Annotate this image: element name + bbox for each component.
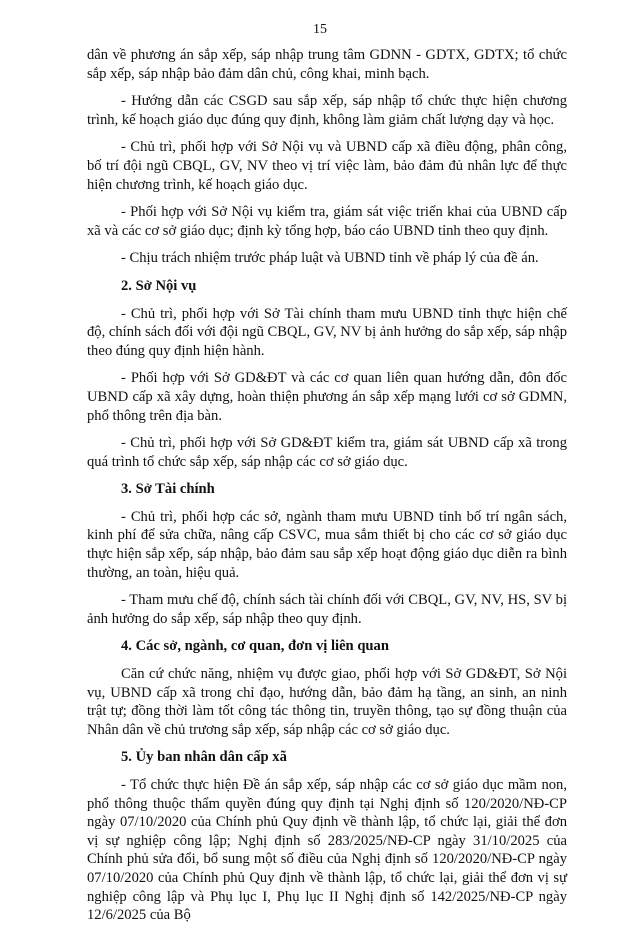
paragraph: - Chủ trì, phối hợp các sở, ngành tham mưu UBND tỉnh bố trí ngân sách, kinh phí để sửa chữa, nâng cấp CSVC, mua sắm thiết bị cho các cơ sở giáo dục thực hiện sắp xếp, sáp nhập, bảo đảm sau sắp xếp hoạt động giáo dục diễn ra bình thường, an toàn, hiệu quả.: [87, 508, 567, 581]
paragraph: - Phối hợp với Sở Nội vụ kiểm tra, giám sát việc triển khai của UBND cấp xã và các cơ sở giáo dục; định kỳ tổng hợp, báo cáo UBND tỉnh theo quy định.: [87, 204, 567, 239]
paragraph: dân về phương án sắp xếp, sáp nhập trung tâm GDNN - GDTX, GDTX; tổ chức sắp xếp, sáp nhập bảo đảm dân chủ, công khai, minh bạch.: [87, 47, 567, 82]
paragraph: - Chủ trì, phối hợp với Sở GD&ĐT kiểm tra, giám sát UBND cấp xã trong quá trình tổ chức sắp xếp, sáp nhập các cơ sở giáo dục.: [87, 435, 567, 470]
document-body: [87, 46, 567, 934]
paragraph: - Tham mưu chế độ, chính sách tài chính đối với CBQL, GV, NV, HS, SV bị ảnh hưởng do sắp xếp, sáp nhập theo quy định.: [87, 592, 567, 627]
paragraph: - Chủ trì, phối hợp với Sở Nội vụ và UBND cấp xã điều động, phân công, bố trí đội ngũ CBQL, GV, NV theo vị trí việc làm, bảo đảm đủ nhân lực để thực hiện chương trình, kế hoạch giáo dục.: [87, 139, 567, 193]
section-heading: 5. Ủy ban nhân dân cấp xã: [121, 749, 287, 766]
paragraph: - Chủ trì, phối hợp với Sở Tài chính tham mưu UBND tỉnh thực hiện chế độ, chính sách đối với đội ngũ CBQL, GV, NV bị ảnh hưởng do sắp xếp, sáp nhập theo đúng quy định hiện hành.: [87, 305, 567, 359]
paragraph: Căn cứ chức năng, nhiệm vụ được giao, phối hợp với Sở GD&ĐT, Sở Nội vụ, UBND cấp xã trong chỉ đạo, hướng dẫn, bảo đảm hạ tầng, an sinh, an ninh trật tự; đồng thời làm tốt công tác thông tin, truyền thông, tạo sự đồng thuận của Nhân dân về chủ trương sắp xếp, sáp nhập các cơ sở giáo dục.: [87, 666, 567, 738]
section-heading: 2. Sở Nội vụ: [121, 277, 197, 294]
section-heading: 4. Các sở, ngành, cơ quan, đơn vị liên quan: [121, 638, 389, 655]
paragraph: - Hướng dẫn các CSGD sau sắp xếp, sáp nhập tổ chức thực hiện chương trình, kế hoạch giáo dục đúng quy định, không làm giảm chất lượng dạy và học.: [87, 93, 567, 128]
section-heading: 3. Sở Tài chính: [121, 481, 215, 498]
page-number: 15: [313, 22, 327, 37]
paragraph: - Tổ chức thực hiện Đề án sắp xếp, sáp nhập các cơ sở giáo dục mầm non, phổ thông thuộc thẩm quyền đúng quy định tại Nghị định số 120/2020/NĐ-CP ngày 07/10/2020 của Chính phủ Quy định về thành lập, tổ chức lại, giải thể đơn vị sự nghiệp công lập; Nghị định số 283/2025/NĐ-CP ngày 31/10/2025 của Chính phủ sửa đổi, bổ sung một số điều của Nghị định số 120/2020/NĐ-CP ngày 07/10/2020 của Chính phủ Quy định về thành lập, tổ chức lại, giải thể đơn vị sự nghiệp công lập và Phụ lục I, Phụ lục II Nghị định số 142/2025/NĐ-CP ngày 12/6/2025 của Bộ: [87, 777, 567, 924]
paragraph: - Chịu trách nhiệm trước pháp luật và UBND tỉnh về pháp lý của đề án.: [121, 250, 539, 267]
paragraph: - Phối hợp với Sở GD&ĐT và các cơ quan liên quan hướng dẫn, đôn đốc UBND cấp xã xây dựng, hoàn thiện phương án sắp xếp mạng lưới cơ sở GDMN, phổ thông trên địa bàn.: [87, 370, 567, 424]
